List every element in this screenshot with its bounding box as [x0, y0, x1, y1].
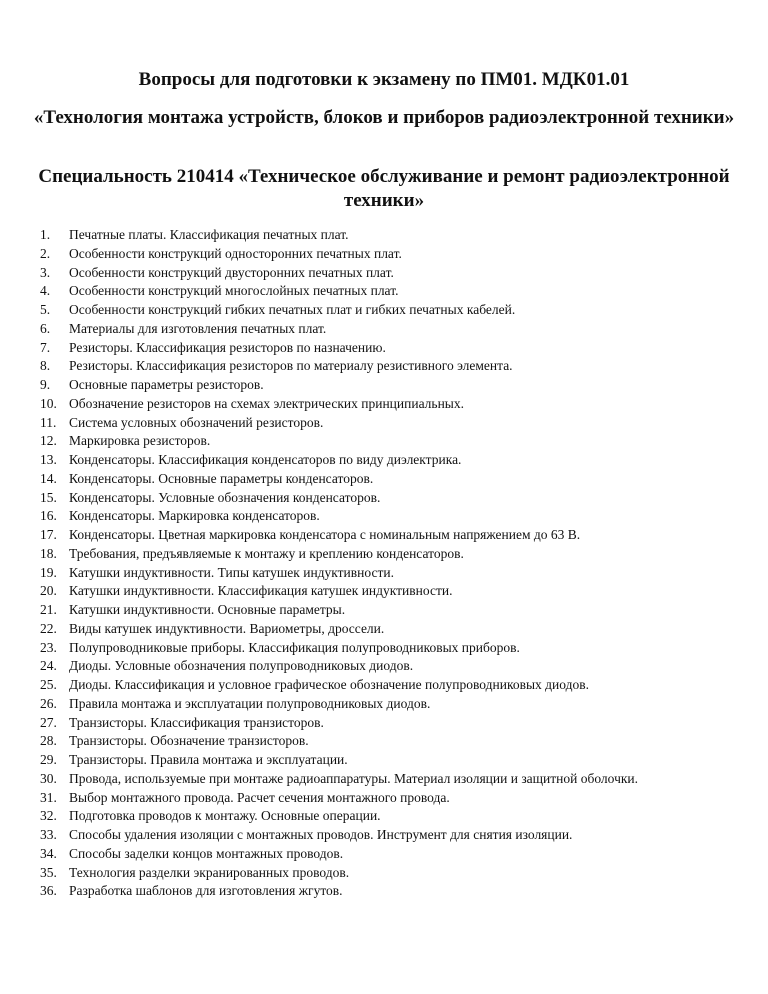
course-title: «Технология монтажа устройств, блоков и приборов радиоэлектронной техники»: [33, 107, 735, 128]
question-text: Выбор монтажного провода. Расчет сечения монтажного провода.: [69, 789, 450, 805]
question-number: 31.: [40, 789, 57, 805]
question-number: 9.: [40, 377, 51, 392]
question-item: [40, 807, 740, 826]
question-item: [40, 376, 740, 395]
question-text: Транзисторы. Обозначение транзисторов.: [69, 733, 309, 749]
question-number: 28.: [40, 733, 57, 749]
question-number: 14.: [40, 470, 57, 486]
question-text: Транзисторы. Классификация транзисторов.: [69, 714, 324, 730]
question-text: Маркировка резисторов.: [69, 433, 211, 449]
question-number: 15.: [40, 489, 57, 505]
question-item: [40, 357, 740, 376]
question-text: Конденсаторы. Цветная маркировка конденсатора с номинальным напряжением до 63 В.: [69, 527, 581, 542]
question-number: 3.: [40, 264, 51, 280]
question-item: [40, 395, 740, 414]
question-number: 19.: [40, 564, 57, 580]
question-number: 35.: [40, 864, 57, 880]
question-text: Печатные платы. Классификация печатных плат.: [69, 227, 349, 242]
question-text: Способы заделки концов монтажных проводов.: [69, 845, 344, 861]
question-item: [40, 470, 740, 489]
question-item: [40, 639, 740, 658]
question-item: [40, 826, 740, 845]
question-item: [40, 845, 740, 864]
question-number: 22.: [40, 620, 57, 636]
question-text: Подготовка проводов к монтажу. Основные операции.: [69, 808, 381, 824]
question-text: Резисторы. Классификация резисторов по материалу резистивного элемента.: [69, 358, 513, 374]
question-number: 17.: [40, 527, 57, 542]
question-text: Разработка шаблонов для изготовления жгутов.: [69, 883, 343, 899]
question-text: Транзисторы. Правила монтажа и эксплуатации.: [69, 752, 348, 767]
question-text: Конденсаторы. Классификация конденсаторов по виду диэлектрика.: [69, 452, 462, 467]
question-text: Конденсаторы. Маркировка конденсаторов.: [69, 508, 320, 524]
question-number: 33.: [40, 827, 57, 842]
question-number: 32.: [40, 808, 57, 824]
question-item: [40, 301, 740, 320]
question-number: 12.: [40, 433, 57, 449]
question-number: 4.: [40, 283, 51, 299]
question-number: 30.: [40, 770, 57, 786]
question-item: [40, 414, 740, 433]
question-text: Основные параметры резисторов.: [69, 377, 264, 392]
question-text: Способы удаления изоляции с монтажных проводов. Инструмент для снятия изоляции.: [69, 827, 573, 842]
question-number: 10.: [40, 395, 57, 411]
question-item: [40, 676, 740, 695]
question-number: 27.: [40, 714, 57, 730]
question-item: [40, 714, 740, 733]
question-number: 1.: [40, 227, 51, 242]
question-item: [40, 526, 740, 545]
question-item: [40, 320, 740, 339]
question-text: Виды катушек индуктивности. Вариометры, дроссели.: [69, 620, 385, 636]
question-item: [40, 770, 740, 789]
document-title: Вопросы для подготовки к экзамену по ПМ01. МДК01.01: [138, 69, 630, 90]
question-item: [40, 564, 740, 583]
question-number: 24.: [40, 658, 57, 674]
question-text: Особенности конструкций многослойных печатных плат.: [69, 283, 399, 299]
question-number: 7.: [40, 339, 51, 355]
question-text: Провода, используемые при монтаже радиоаппаратуры. Материал изоляции и защитной оболочки.: [69, 770, 639, 786]
question-number: 26.: [40, 695, 57, 711]
question-text: Полупроводниковые приборы. Классификация полупроводниковых приборов.: [69, 639, 520, 655]
question-text: Обозначение резисторов на схемах электрических принципиальных.: [69, 395, 464, 411]
question-number: 20.: [40, 583, 57, 599]
question-text: Резисторы. Классификация резисторов по назначению.: [69, 339, 386, 355]
question-text: Требования, предъявляемые к монтажу и креплению конденсаторов.: [69, 545, 464, 561]
question-number: 16.: [40, 508, 57, 524]
question-item: [40, 751, 740, 770]
question-text: Катушки индуктивности. Классификация катушек индуктивности.: [69, 583, 453, 599]
question-text: Система условных обозначений резисторов.: [69, 414, 324, 430]
question-item: [40, 451, 740, 470]
question-item: [40, 282, 740, 301]
question-item: [40, 507, 740, 526]
question-text: Катушки индуктивности. Типы катушек индуктивности.: [69, 564, 394, 580]
question-item: [40, 545, 740, 564]
question-item: [40, 582, 740, 601]
question-text: Особенности конструкций двусторонних печатных плат.: [69, 264, 394, 280]
question-text: Материалы для изготовления печатных плат.: [69, 320, 327, 336]
question-number: 23.: [40, 639, 57, 655]
question-number: 34.: [40, 845, 57, 861]
question-number: 8.: [40, 358, 51, 374]
question-item: [40, 695, 740, 714]
question-item: [40, 732, 740, 751]
question-item: [40, 789, 740, 808]
question-number: 21.: [40, 602, 57, 617]
question-item: [40, 657, 740, 676]
question-item: [40, 432, 740, 451]
question-number: 11.: [40, 414, 57, 430]
question-item: [40, 245, 740, 264]
question-number: 18.: [40, 545, 57, 561]
question-text: Катушки индуктивности. Основные параметры.: [69, 602, 346, 617]
question-number: 2.: [40, 245, 51, 261]
question-number: 25.: [40, 677, 57, 692]
question-number: 6.: [40, 320, 51, 336]
question-number: 13.: [40, 452, 57, 467]
question-text: Конденсаторы. Условные обозначения конденсаторов.: [69, 489, 381, 505]
question-text: Технология разделки экранированных проводов.: [69, 864, 350, 880]
question-text: Особенности конструкций гибких печатных плат и гибких печатных кабелей.: [69, 302, 516, 317]
question-item: [40, 264, 740, 283]
question-item: [40, 339, 740, 358]
question-text: Диоды. Условные обозначения полупроводниковых диодов.: [69, 658, 414, 674]
question-number: 29.: [40, 752, 57, 767]
question-number: 5.: [40, 302, 51, 317]
specialty-title: Специальность 210414 «Техническое обслуживание и ремонт радиоэлектронной техники»: [38, 166, 730, 211]
question-item: [40, 226, 740, 245]
question-text: Диоды. Классификация и условное графическое обозначение полупроводниковых диодов.: [69, 677, 589, 692]
question-item: [40, 620, 740, 639]
question-text: Правила монтажа и эксплуатации полупроводниковых диодов.: [69, 695, 431, 711]
question-item: [40, 864, 740, 883]
question-text: Особенности конструкций односторонних печатных плат.: [69, 245, 402, 261]
question-item: [40, 489, 740, 508]
question-number: 36.: [40, 883, 57, 899]
question-item: [40, 601, 740, 620]
question-item: [40, 882, 740, 901]
question-list: [40, 226, 740, 901]
question-text: Конденсаторы. Основные параметры конденсаторов.: [69, 470, 374, 486]
